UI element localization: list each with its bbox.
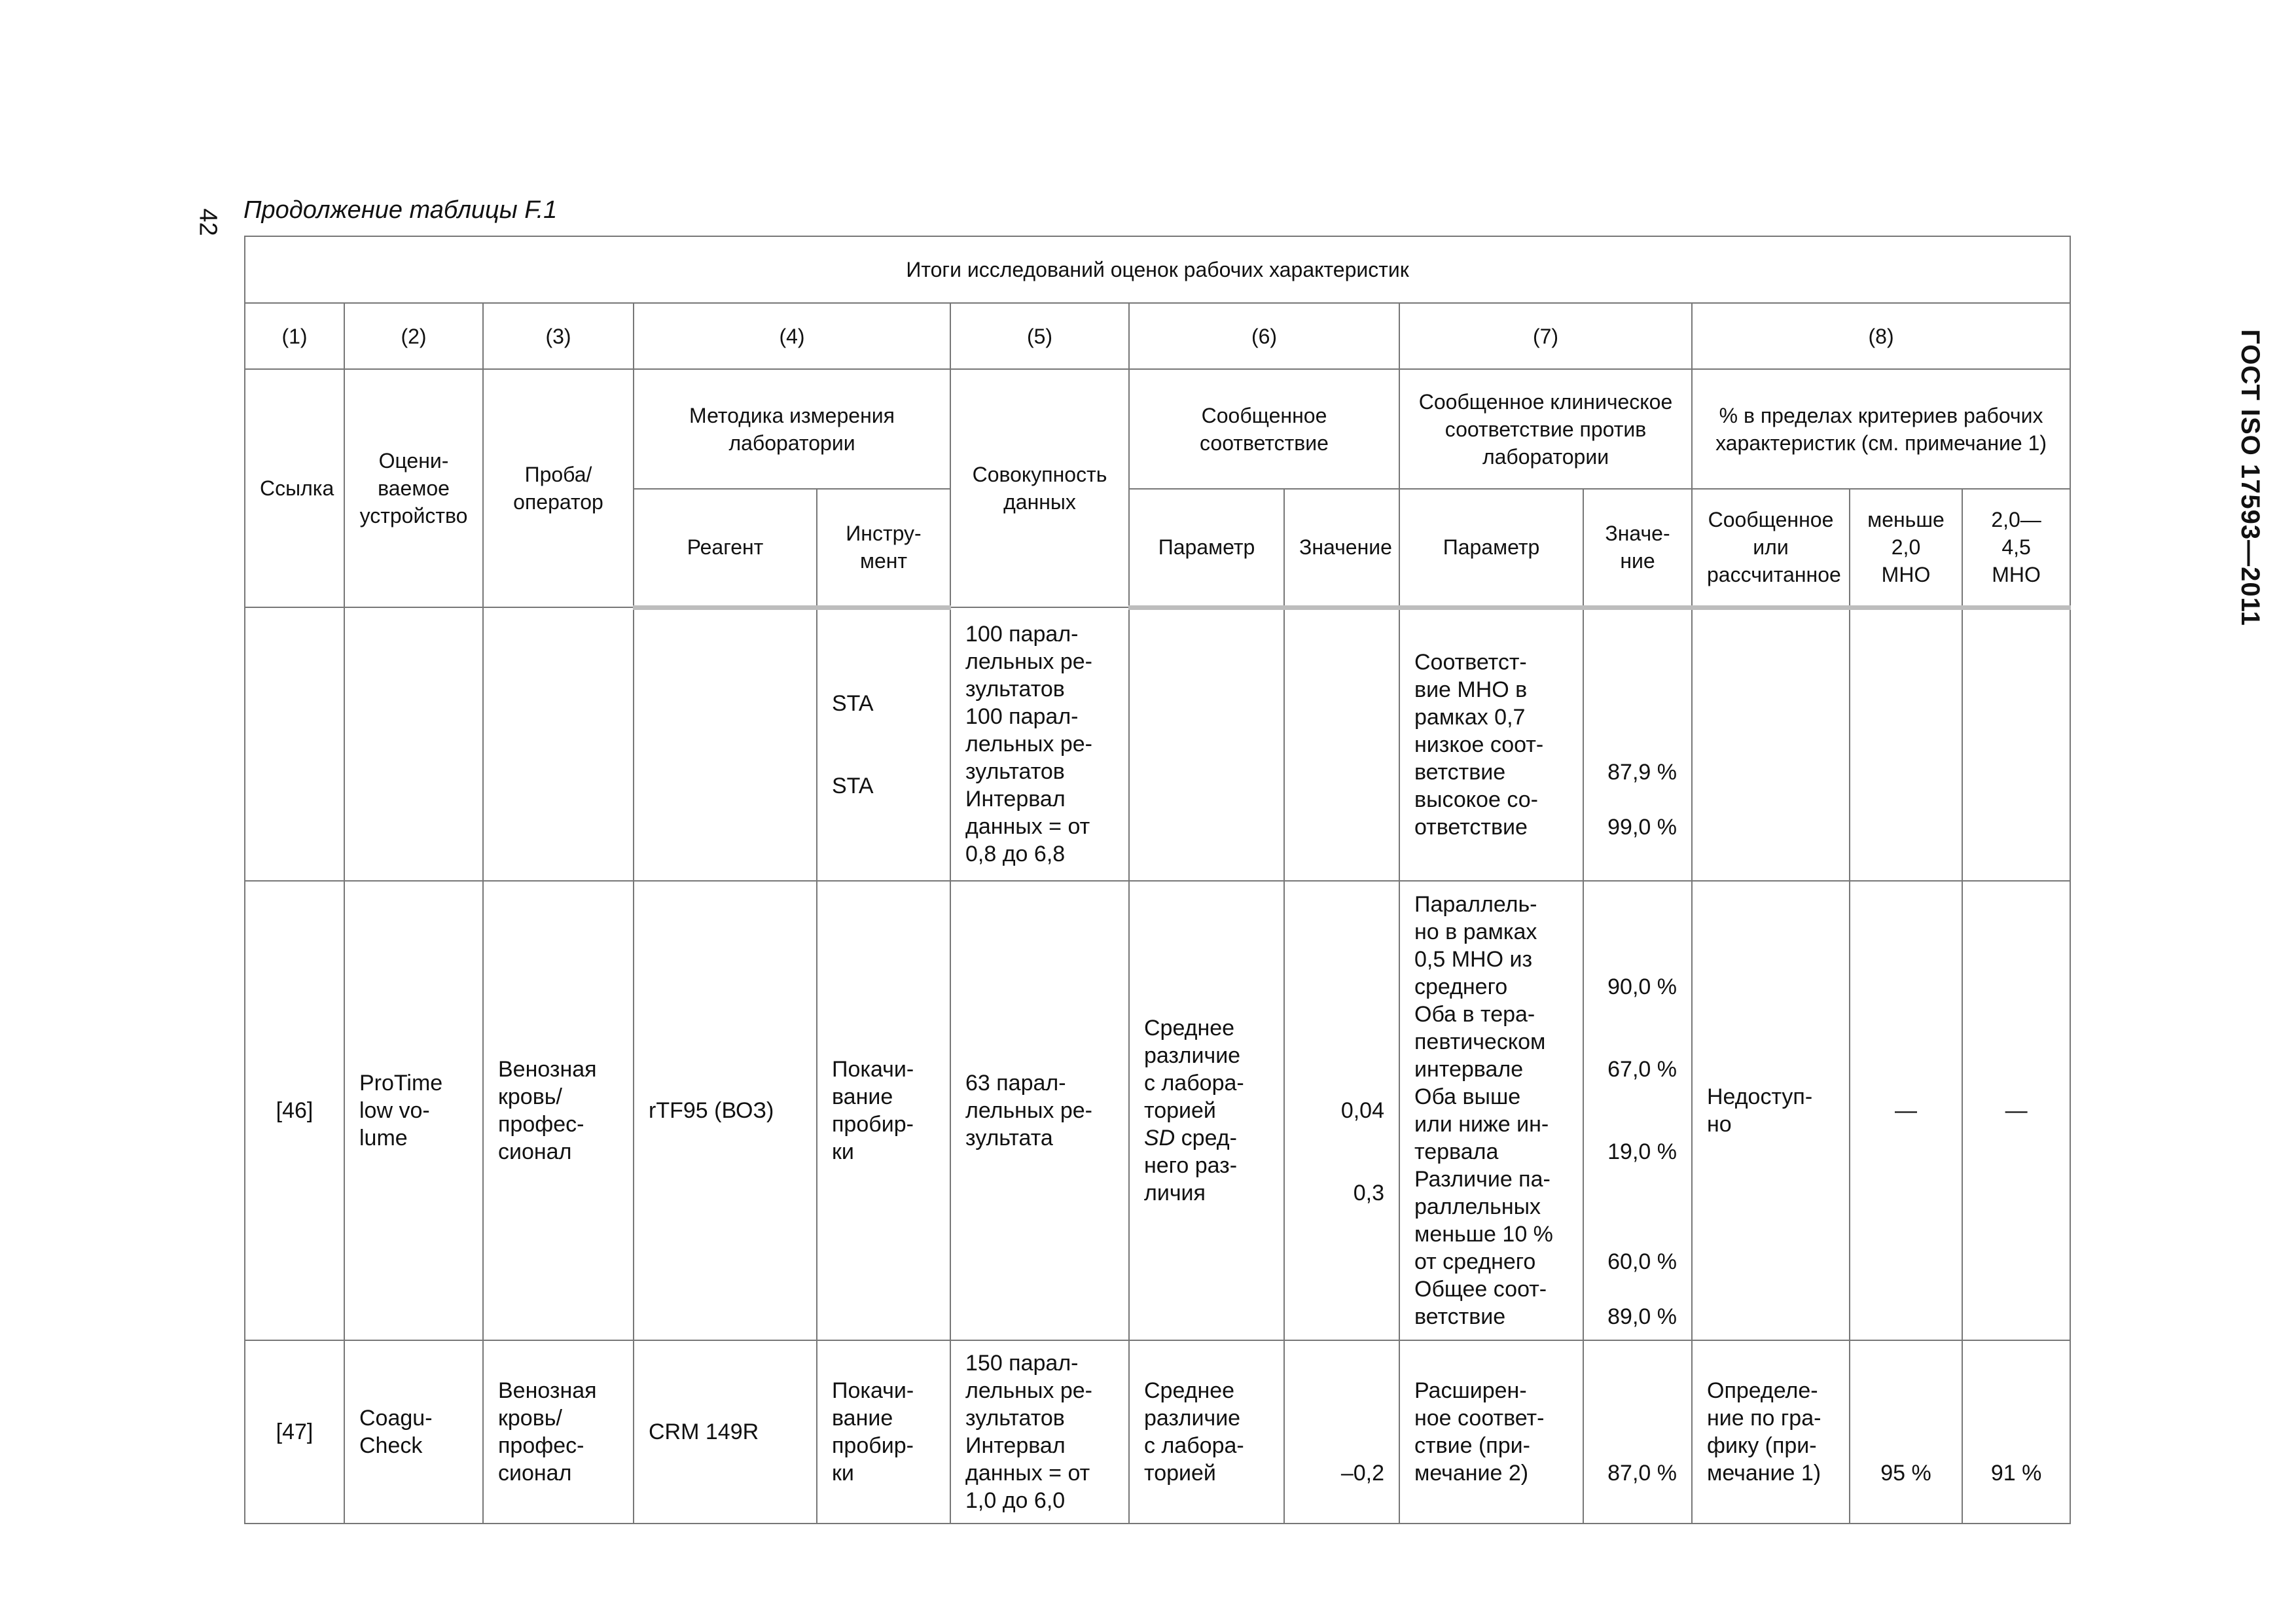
table-row [245,881,2070,1340]
sample-cell [483,1340,634,1524]
header-percent: % в пределах критериев рабочих характеристик (см. примечание 1) [1692,369,2070,489]
header-dataset: Совокупность данных [950,369,1129,607]
cell-line: лельных ре- [965,649,1092,674]
cell-line: вие МНО в [1414,677,1528,703]
cell-line: пробир- [832,1112,914,1137]
cell-line [1598,1111,1677,1138]
cell-line: Покачи- [832,1057,914,1082]
header-instrument: Инстру- мент [817,489,950,607]
cell-line: 150 парал- [965,1351,1079,1376]
cell-line: сионал [498,1461,572,1486]
cell-line: ние по гра- [1707,1406,1821,1431]
cell-line: среднего [1414,974,1508,999]
header-reported-calc: Сообщенное или рассчитанное [1692,489,1850,607]
col-number: (6) [1129,303,1399,369]
cell-line: с лабора- [1144,1071,1244,1096]
cell-line [1598,918,1677,946]
reported-calc-cell [1692,881,1850,1340]
header-device: Оцени- ваемое устройство [344,369,483,607]
param6-cell [1129,607,1284,881]
cell-line: зультатов [965,759,1065,784]
cell-line [1598,891,1677,918]
cell-line: 100 парал- [965,704,1079,729]
table-title: Итоги исследований оценок рабочих характеристик [245,236,2070,303]
cell-line [1598,649,1677,676]
cell-line [1598,704,1677,731]
cell-line: SD сред- [1144,1126,1237,1150]
cell-line: lume [359,1126,408,1150]
header-param6: Параметр [1129,489,1284,607]
cell-line [1598,1083,1677,1111]
cell-line: или ниже ин- [1414,1112,1549,1137]
cell-line: Оба в тера- [1414,1002,1535,1027]
cell-line: Coagu- [359,1406,433,1431]
cell-line [1299,1377,1384,1404]
page-number: 42 [194,208,222,236]
cell-line: ное соответ- [1414,1406,1545,1431]
cell-line: 0,5 МНО из [1414,947,1533,972]
ref-cell [245,607,344,881]
instrument-cell [817,607,950,881]
cell-line: кровь/ [498,1406,562,1431]
cell-line: 0,04 [1340,1098,1384,1123]
cell-line: 0,3 [1353,1181,1384,1205]
cell-line: тервала [1414,1139,1499,1164]
dataset-cell [950,607,1129,881]
cell-line: с лабора- [1144,1433,1244,1458]
cell-line: Покачи- [832,1378,914,1403]
cell-line: Среднее [1144,1016,1235,1041]
cell-line: ответствие [1414,815,1528,840]
cell-line: STA [832,774,874,799]
ref-cell: [47] [245,1340,344,1524]
cell-line: ветствие [1414,1304,1506,1329]
cell-line [1598,1028,1677,1056]
range-cell [1962,1340,2070,1524]
cell-line: зультата [965,1126,1053,1150]
cell-line: Соответст- [1414,650,1527,675]
cell-line: 63 парал- [965,1071,1066,1096]
less2-cell [1850,1340,1962,1524]
param6-cell [1129,881,1284,1340]
cell-line: 87,9 % [1607,760,1677,785]
cell-line [1598,1001,1677,1028]
cell-line: Венозная [498,1378,597,1403]
cell-line: торией [1144,1461,1216,1486]
range-cell: — [1962,881,2070,1340]
param7-cell [1399,1340,1583,1524]
cell-line: 90,0 % [1607,974,1677,999]
cell-line: интервале [1414,1057,1524,1082]
device-cell [344,607,483,881]
cell-line [1299,1069,1384,1097]
cell-line: –0,2 [1340,1461,1384,1486]
cell-line: Различие па- [1414,1167,1551,1192]
cell-line: STA [832,691,874,717]
cell-line: различие [1144,1406,1241,1431]
cell-line [832,745,935,772]
cell-line: 87,0 % [1607,1461,1677,1486]
cell-line: мечание 2) [1414,1461,1529,1486]
cell-line: различие [1144,1043,1241,1068]
header-reported: Сообщенное соответствие [1129,369,1399,489]
cell-line: 89,0 % [1607,1304,1677,1329]
cell-line: вание [832,1084,893,1109]
column-number-row [245,303,2070,369]
value7-cell [1583,607,1692,881]
reagent-cell: CRM 149R [634,1340,817,1524]
cell-line [1598,786,1677,813]
cell-line: меньше 10 % [1414,1222,1553,1247]
cell-line: 19,0 % [1607,1139,1677,1164]
cell-line: low vo- [359,1098,430,1123]
cell-line [1865,1377,1947,1404]
reported-calc-cell [1692,1340,1850,1524]
cell-line: лельных ре- [965,732,1092,757]
cell-line: 99,0 % [1607,815,1677,840]
value7-cell [1583,881,1692,1340]
value7-cell [1583,1340,1692,1524]
cell-line: высокое со- [1414,787,1538,813]
cell-line: Общее соот- [1414,1277,1547,1302]
cell-line [1977,1404,2055,1432]
col-number: (5) [950,303,1129,369]
table-row [245,1340,2070,1524]
cell-line [1598,1404,1677,1432]
header-title-row [245,236,2070,303]
col-number: (3) [483,303,634,369]
cell-line: личия [1144,1181,1206,1205]
cell-line [1977,1432,2055,1459]
header-ref: Ссылка [245,369,344,607]
cell-line [1299,1124,1384,1152]
cell-line: Параллель- [1414,892,1537,917]
cell-line: но [1707,1112,1732,1137]
cell-line: Интервал [965,1433,1066,1458]
cell-line: 67,0 % [1607,1057,1677,1082]
header-range: 2,0—4,5 МНО [1962,489,2070,607]
cell-line [1598,1193,1677,1221]
cell-line: Определе- [1707,1378,1818,1403]
param6-cell [1129,1340,1284,1524]
cell-line: лельных ре- [965,1098,1092,1123]
cell-line [1598,731,1677,758]
reported-calc-cell [1692,607,1850,881]
less2-cell: — [1850,881,1962,1340]
cell-line: ProTime [359,1071,443,1096]
cell-line [1598,1377,1677,1404]
cell-line [1598,1221,1677,1248]
cell-line: зультатов [965,1406,1065,1431]
less2-cell [1850,607,1962,881]
cell-line: 95 % [1880,1461,1931,1486]
header-value6: Значение [1284,489,1399,607]
value6-cell [1284,607,1399,881]
cell-line: сионал [498,1139,572,1164]
ref-cell: [46] [245,881,344,1340]
cell-line: профес- [498,1112,584,1137]
instrument-cell [817,881,950,1340]
cell-line: Недоступ- [1707,1084,1813,1109]
sample-cell [483,881,634,1340]
cell-line: от среднего [1414,1249,1536,1274]
cell-line: Венозная [498,1057,597,1082]
cell-line [1865,1432,1947,1459]
cell-line: раллельных [1414,1194,1541,1219]
instrument-cell [817,1340,950,1524]
cell-line: профес- [498,1433,584,1458]
cell-line [1299,1042,1384,1069]
cell-line: данных = от [965,1461,1090,1486]
header-sample: Проба/ оператор [483,369,634,607]
cell-line: ки [832,1139,854,1164]
cell-line: певтическом [1414,1029,1546,1054]
cell-line: ветствие [1414,760,1506,785]
cell-line [832,717,935,745]
cell-line: 91 % [1990,1461,2042,1486]
cell-line: Среднее [1144,1378,1235,1403]
cell-line: Интервал [965,787,1066,812]
table-row [245,607,2070,881]
cell-line: лельных ре- [965,1378,1092,1403]
cell-line: Check [359,1433,423,1458]
standard-title: ГОСТ ISO 17593—2011 [2236,329,2265,626]
cell-line [1299,1404,1384,1432]
col-number: (1) [245,303,344,369]
cell-line [1598,1432,1677,1459]
cell-line: Расширен- [1414,1378,1527,1403]
cell-line: 1,0 до 6,0 [965,1488,1066,1513]
range-cell [1962,607,2070,881]
header-less2: меньше 2,0 МНО [1850,489,1962,607]
header-method: Методика измерения лаборатории [634,369,950,489]
cell-line [1299,1152,1384,1179]
cell-line: но в рамках [1414,919,1537,944]
cell-line: рамках 0,7 [1414,705,1526,730]
cell-line: данных = от [965,814,1090,839]
dataset-cell [950,881,1129,1340]
header-value7: Значе- ние [1583,489,1692,607]
cell-line [1598,676,1677,704]
cell-line [1299,1014,1384,1042]
cell-line: ки [832,1461,854,1486]
reagent-cell: rTF95 (ВОЗ) [634,881,817,1340]
sample-cell [483,607,634,881]
cell-line: кровь/ [498,1084,562,1109]
cell-line [1598,1275,1677,1303]
col-number: (2) [344,303,483,369]
cell-line: него раз- [1144,1153,1238,1178]
col-number: (8) [1692,303,2070,369]
device-cell [344,1340,483,1524]
cell-line: мечание 1) [1707,1461,1821,1486]
cell-line: 60,0 % [1607,1249,1677,1274]
cell-line: 0,8 до 6,8 [965,842,1066,866]
table-caption: Продолжение таблицы F.1 [243,196,558,224]
header-reagent: Реагент [634,489,817,607]
cell-line: пробир- [832,1433,914,1458]
cell-line: торией [1144,1098,1216,1123]
col-number: (4) [634,303,950,369]
dataset-cell [950,1340,1129,1524]
results-table [244,236,2071,1524]
reagent-cell [634,607,817,881]
cell-line: Оба выше [1414,1084,1521,1109]
header-clinical: Сообщенное клиническое соответствие против лаборатории [1399,369,1692,489]
device-cell [344,881,483,1340]
cell-line [1865,1404,1947,1432]
cell-line [1598,1166,1677,1193]
cell-line: низкое соот- [1414,732,1544,758]
param7-cell [1399,607,1583,881]
cell-line: фику (при- [1707,1433,1817,1458]
cell-line: ствие (при- [1414,1433,1530,1458]
param7-cell [1399,881,1583,1340]
value6-cell [1284,1340,1399,1524]
cell-line: 100 парал- [965,622,1079,647]
col-number: (7) [1399,303,1692,369]
cell-line [1299,1432,1384,1459]
cell-line: вание [832,1406,893,1431]
value6-cell [1284,881,1399,1340]
header-param7: Параметр [1399,489,1583,607]
cell-line [1598,946,1677,973]
header-label-row [245,369,2070,489]
cell-line: зультатов [965,677,1065,702]
cell-line [1977,1377,2055,1404]
